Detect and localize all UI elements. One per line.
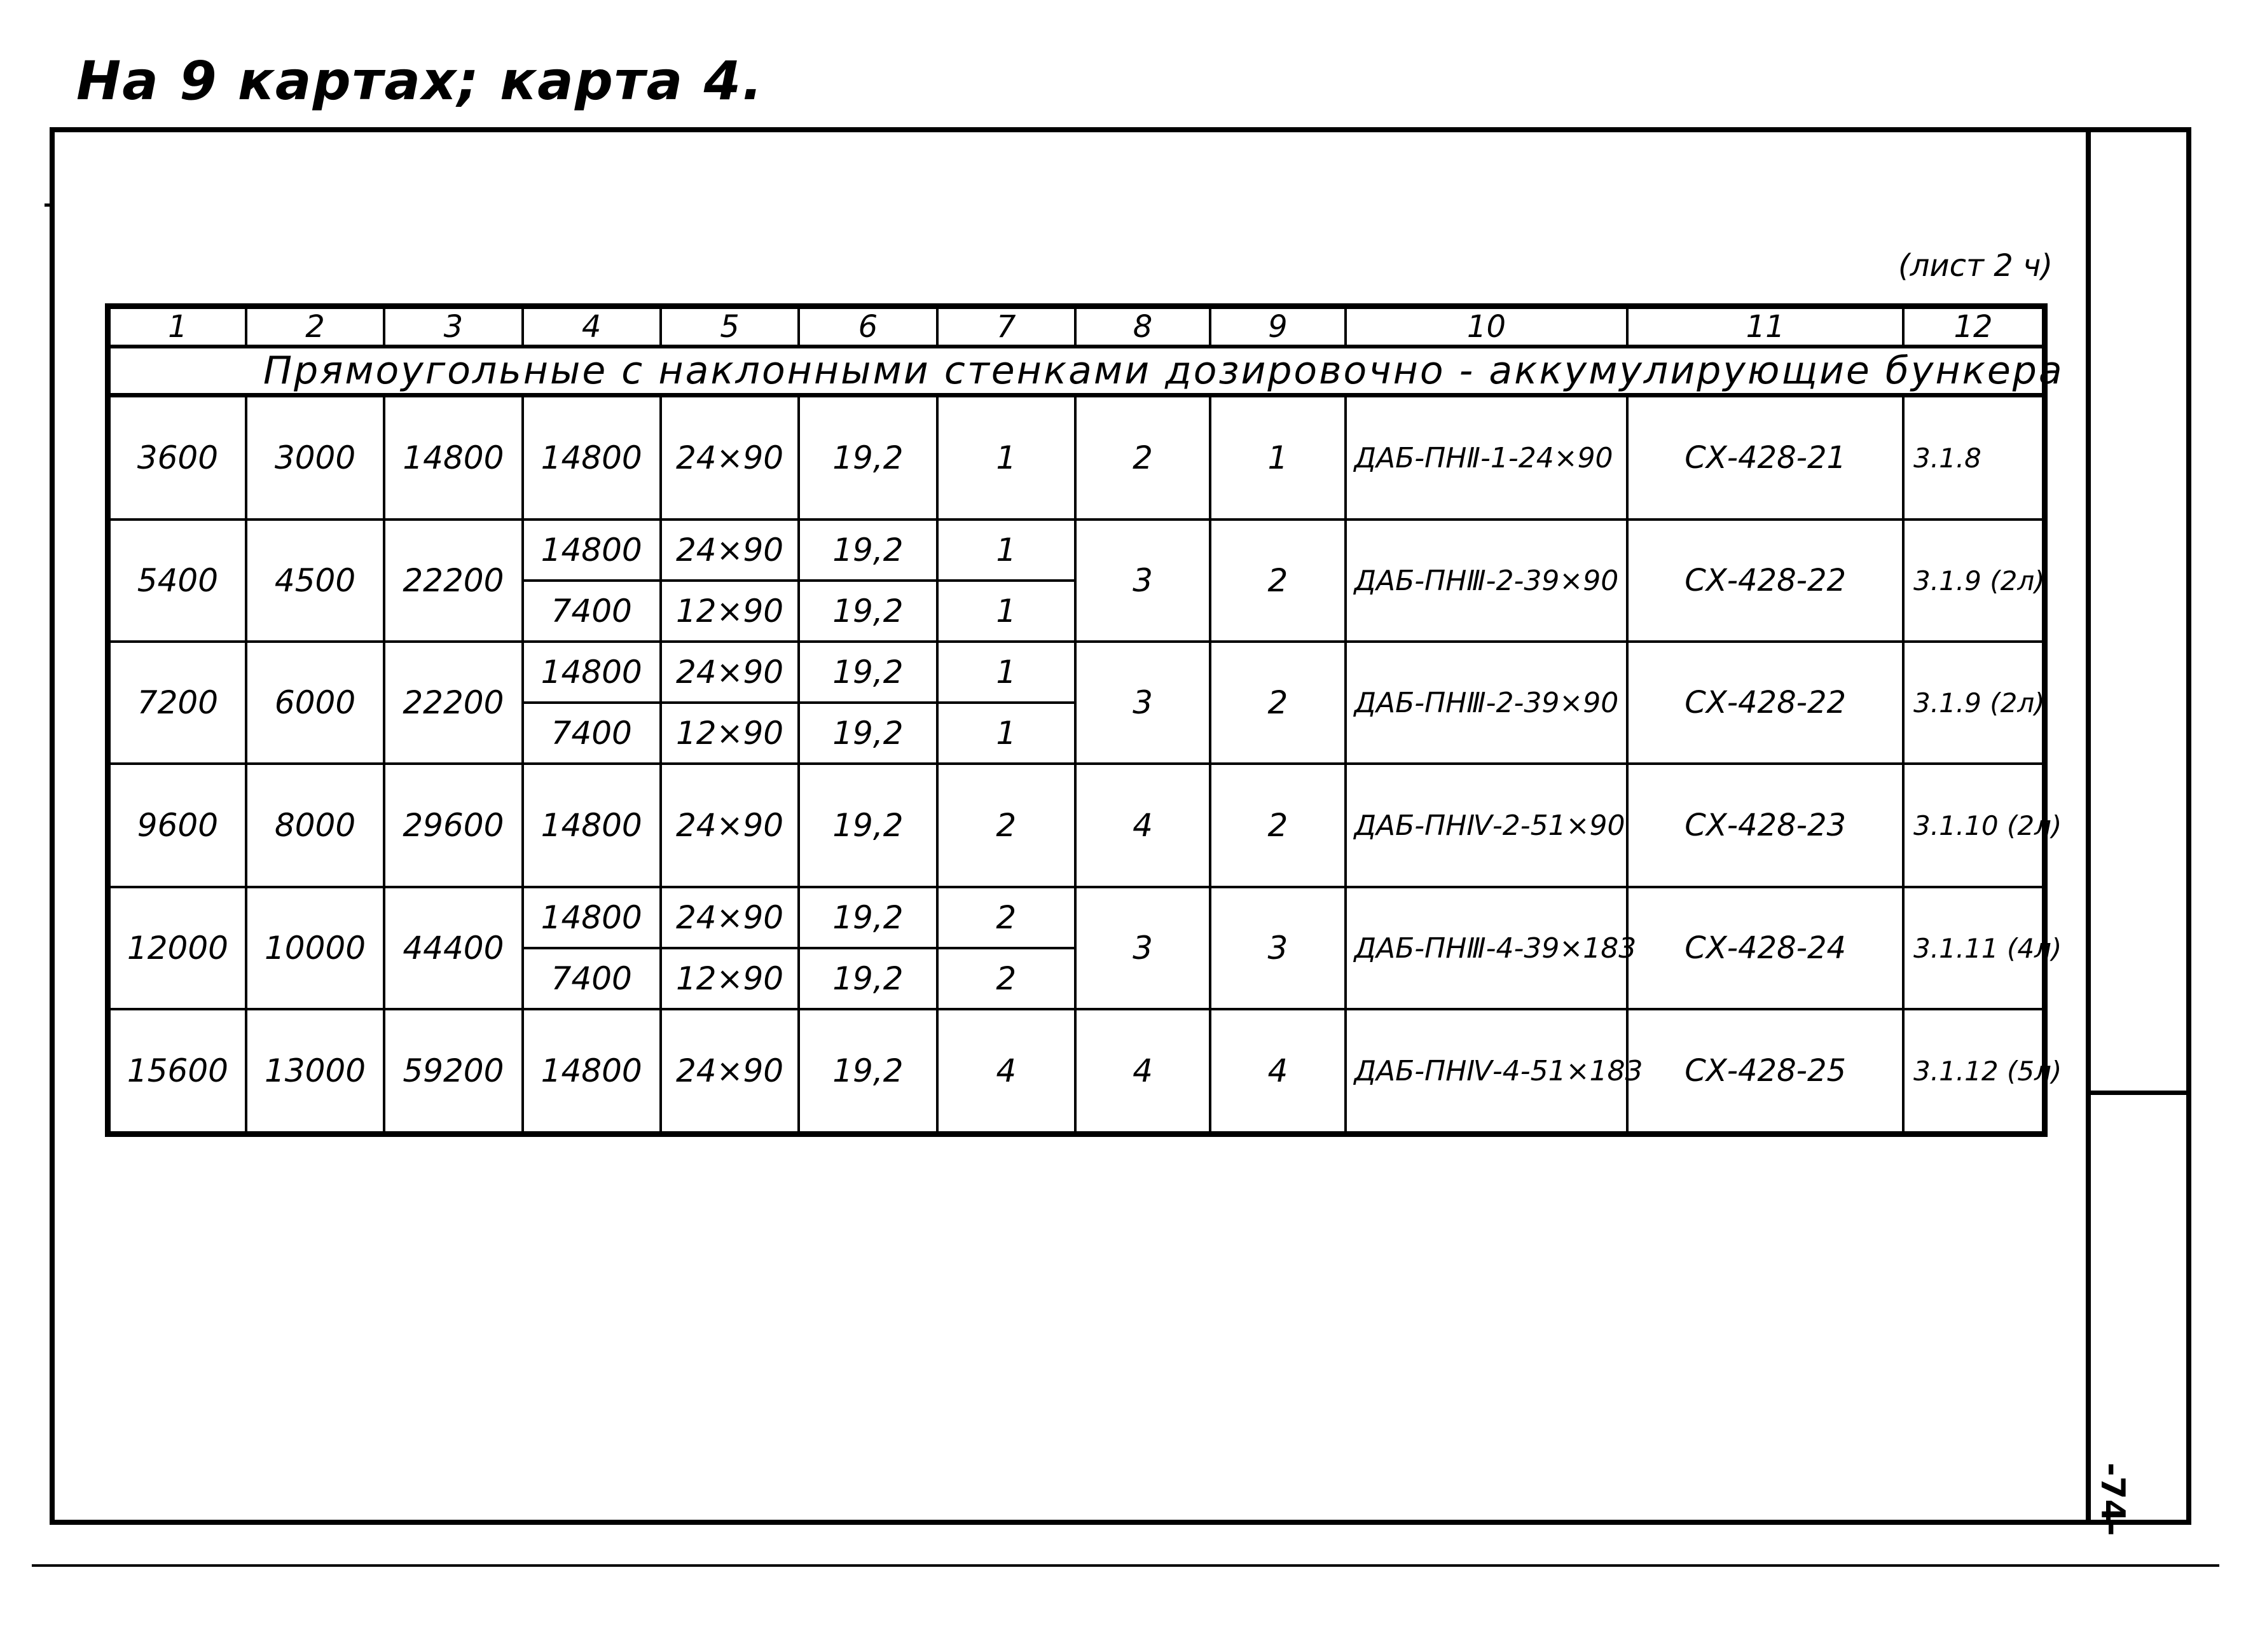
table-cell: 14800 (523, 396, 661, 520)
table-cell: 19,2 (799, 642, 937, 703)
table-cell: СХ-428-23 (1627, 764, 1903, 887)
table-cell: 22200 (384, 642, 522, 764)
column-number: 11 (1627, 306, 1903, 347)
table-cell: 14800 (384, 396, 522, 520)
spec-table (105, 303, 2064, 1137)
table-cell: ДАБ-ПНⅢ-4-39×183 (1346, 887, 1628, 1009)
table-cell: 24×90 (661, 1009, 799, 1134)
column-number: 3 (384, 306, 522, 347)
table-cell: 24×90 (661, 764, 799, 887)
table-cell: 3 (1210, 887, 1345, 1009)
table-cell: 3.1.11 (4л) (1903, 887, 2044, 1009)
table-cell: 3.1.9 (2л) (1903, 520, 2044, 642)
table-cell: 4500 (246, 520, 384, 642)
table-cell: СХ-428-25 (1627, 1009, 1903, 1134)
table-cell: 14800 (523, 1009, 661, 1134)
table-cell: 19,2 (799, 887, 937, 948)
table-cell: 12×90 (661, 703, 799, 764)
table-cell: 14800 (523, 642, 661, 703)
table-cell: 24×90 (661, 396, 799, 520)
table-cell: 2 (1210, 764, 1345, 887)
table-cell: 24×90 (661, 642, 799, 703)
table-cell: 24×90 (661, 520, 799, 581)
table-cell: 3.1.12 (5л) (1903, 1009, 2044, 1134)
table-cell: 44400 (384, 887, 522, 1009)
table-cell: 7400 (523, 703, 661, 764)
section-title: Прямоугольные с наклонными стенками дозировочно - аккумулирующие бункера (108, 347, 2045, 396)
table-cell: 7400 (523, 948, 661, 1009)
column-number: 9 (1210, 306, 1345, 347)
column-number: 2 (246, 306, 384, 347)
table-cell: 2 (937, 948, 1075, 1009)
table-cell: 14800 (523, 764, 661, 887)
table-cell: 4 (1210, 1009, 1345, 1134)
table-cell: 14800 (523, 887, 661, 948)
table-row (108, 520, 2045, 581)
table-row (108, 396, 2045, 520)
table-cell: 4 (1075, 1009, 1210, 1134)
table-cell: 7400 (523, 581, 661, 642)
column-number: 5 (661, 306, 799, 347)
table-cell: 3 (1075, 520, 1210, 642)
table-cell: 19,2 (799, 948, 937, 1009)
table-cell: 24×90 (661, 887, 799, 948)
table-cell: 3.1.9 (2л) (1903, 642, 2044, 764)
table-row (108, 642, 2045, 703)
margin-tick (45, 203, 51, 207)
table-cell: 14800 (523, 520, 661, 581)
table-cell: 19,2 (799, 520, 937, 581)
sheet-note: (лист 2 ч) (1898, 248, 2053, 284)
page-number: -74- (2093, 1463, 2132, 1536)
table-cell: ДАБ-ПНⅣ-2-51×90 (1346, 764, 1628, 887)
table-cell: 1 (937, 520, 1075, 581)
table-cell: 59200 (384, 1009, 522, 1134)
table-cell: 19,2 (799, 703, 937, 764)
table-cell: 3.1.10 (2л) (1903, 764, 2044, 887)
table-cell: 19,2 (799, 581, 937, 642)
table-cell: 29600 (384, 764, 522, 887)
table-cell: 12×90 (661, 581, 799, 642)
table-cell: 3000 (246, 396, 384, 520)
table-cell: СХ-428-24 (1627, 887, 1903, 1009)
table-cell: 3600 (108, 396, 246, 520)
table-cell: 2 (937, 764, 1075, 887)
table-cell: 6000 (246, 642, 384, 764)
table-cell: 13000 (246, 1009, 384, 1134)
column-number: 12 (1903, 306, 2044, 347)
column-number: 8 (1075, 306, 1210, 347)
table-cell: 4 (1075, 764, 1210, 887)
table-cell: 2 (1075, 396, 1210, 520)
bottom-rule (32, 1564, 2219, 1567)
title-block-divider (2086, 127, 2091, 1525)
table-cell: 1 (937, 396, 1075, 520)
table-cell: СХ-428-22 (1627, 520, 1903, 642)
table-row (108, 764, 2045, 887)
table-cell: СХ-428-22 (1627, 642, 1903, 764)
table-cell: 3.1.8 (1903, 396, 2044, 520)
column-number: 6 (799, 306, 937, 347)
table-cell: 1 (937, 642, 1075, 703)
table-cell: ДАБ-ПНⅢ-2-39×90 (1346, 642, 1628, 764)
table-cell: 2 (1210, 642, 1345, 764)
table-cell: 3 (1075, 887, 1210, 1009)
table-cell: 19,2 (799, 396, 937, 520)
table-cell: 10000 (246, 887, 384, 1009)
table-cell: 5400 (108, 520, 246, 642)
table-cell: 4 (937, 1009, 1075, 1134)
table-cell: 2 (1210, 520, 1345, 642)
table-cell: 7200 (108, 642, 246, 764)
column-number-row (108, 306, 2045, 347)
table-cell: 1 (937, 581, 1075, 642)
table-body (108, 306, 2064, 1134)
table-cell: 3 (1075, 642, 1210, 764)
table-cell: 19,2 (799, 764, 937, 887)
table-cell: ДАБ-ПНⅣ-4-51×183 (1346, 1009, 1628, 1134)
table-row (108, 887, 2045, 948)
table-row (108, 1009, 2045, 1134)
table-cell: 15600 (108, 1009, 246, 1134)
table-cell: 1 (937, 703, 1075, 764)
column-number: 7 (937, 306, 1075, 347)
table-cell: 1 (1210, 396, 1345, 520)
column-number: 1 (108, 306, 246, 347)
header-note: На 9 картах; карта 4. (76, 50, 764, 112)
section-title-row (108, 347, 2045, 396)
table-cell: ДАБ-ПНⅡ-1-24×90 (1346, 396, 1628, 520)
column-number: 4 (523, 306, 661, 347)
table-cell: 19,2 (799, 1009, 937, 1134)
table-cell: 12000 (108, 887, 246, 1009)
table-cell: ДАБ-ПНⅢ-2-39×90 (1346, 520, 1628, 642)
stamp-line (2091, 1091, 2191, 1095)
table-cell: 2 (937, 887, 1075, 948)
table-cell: 9600 (108, 764, 246, 887)
table-cell: 8000 (246, 764, 384, 887)
table-cell: 22200 (384, 520, 522, 642)
table-cell: СХ-428-21 (1627, 396, 1903, 520)
column-number: 10 (1346, 306, 1628, 347)
table-cell: 12×90 (661, 948, 799, 1009)
